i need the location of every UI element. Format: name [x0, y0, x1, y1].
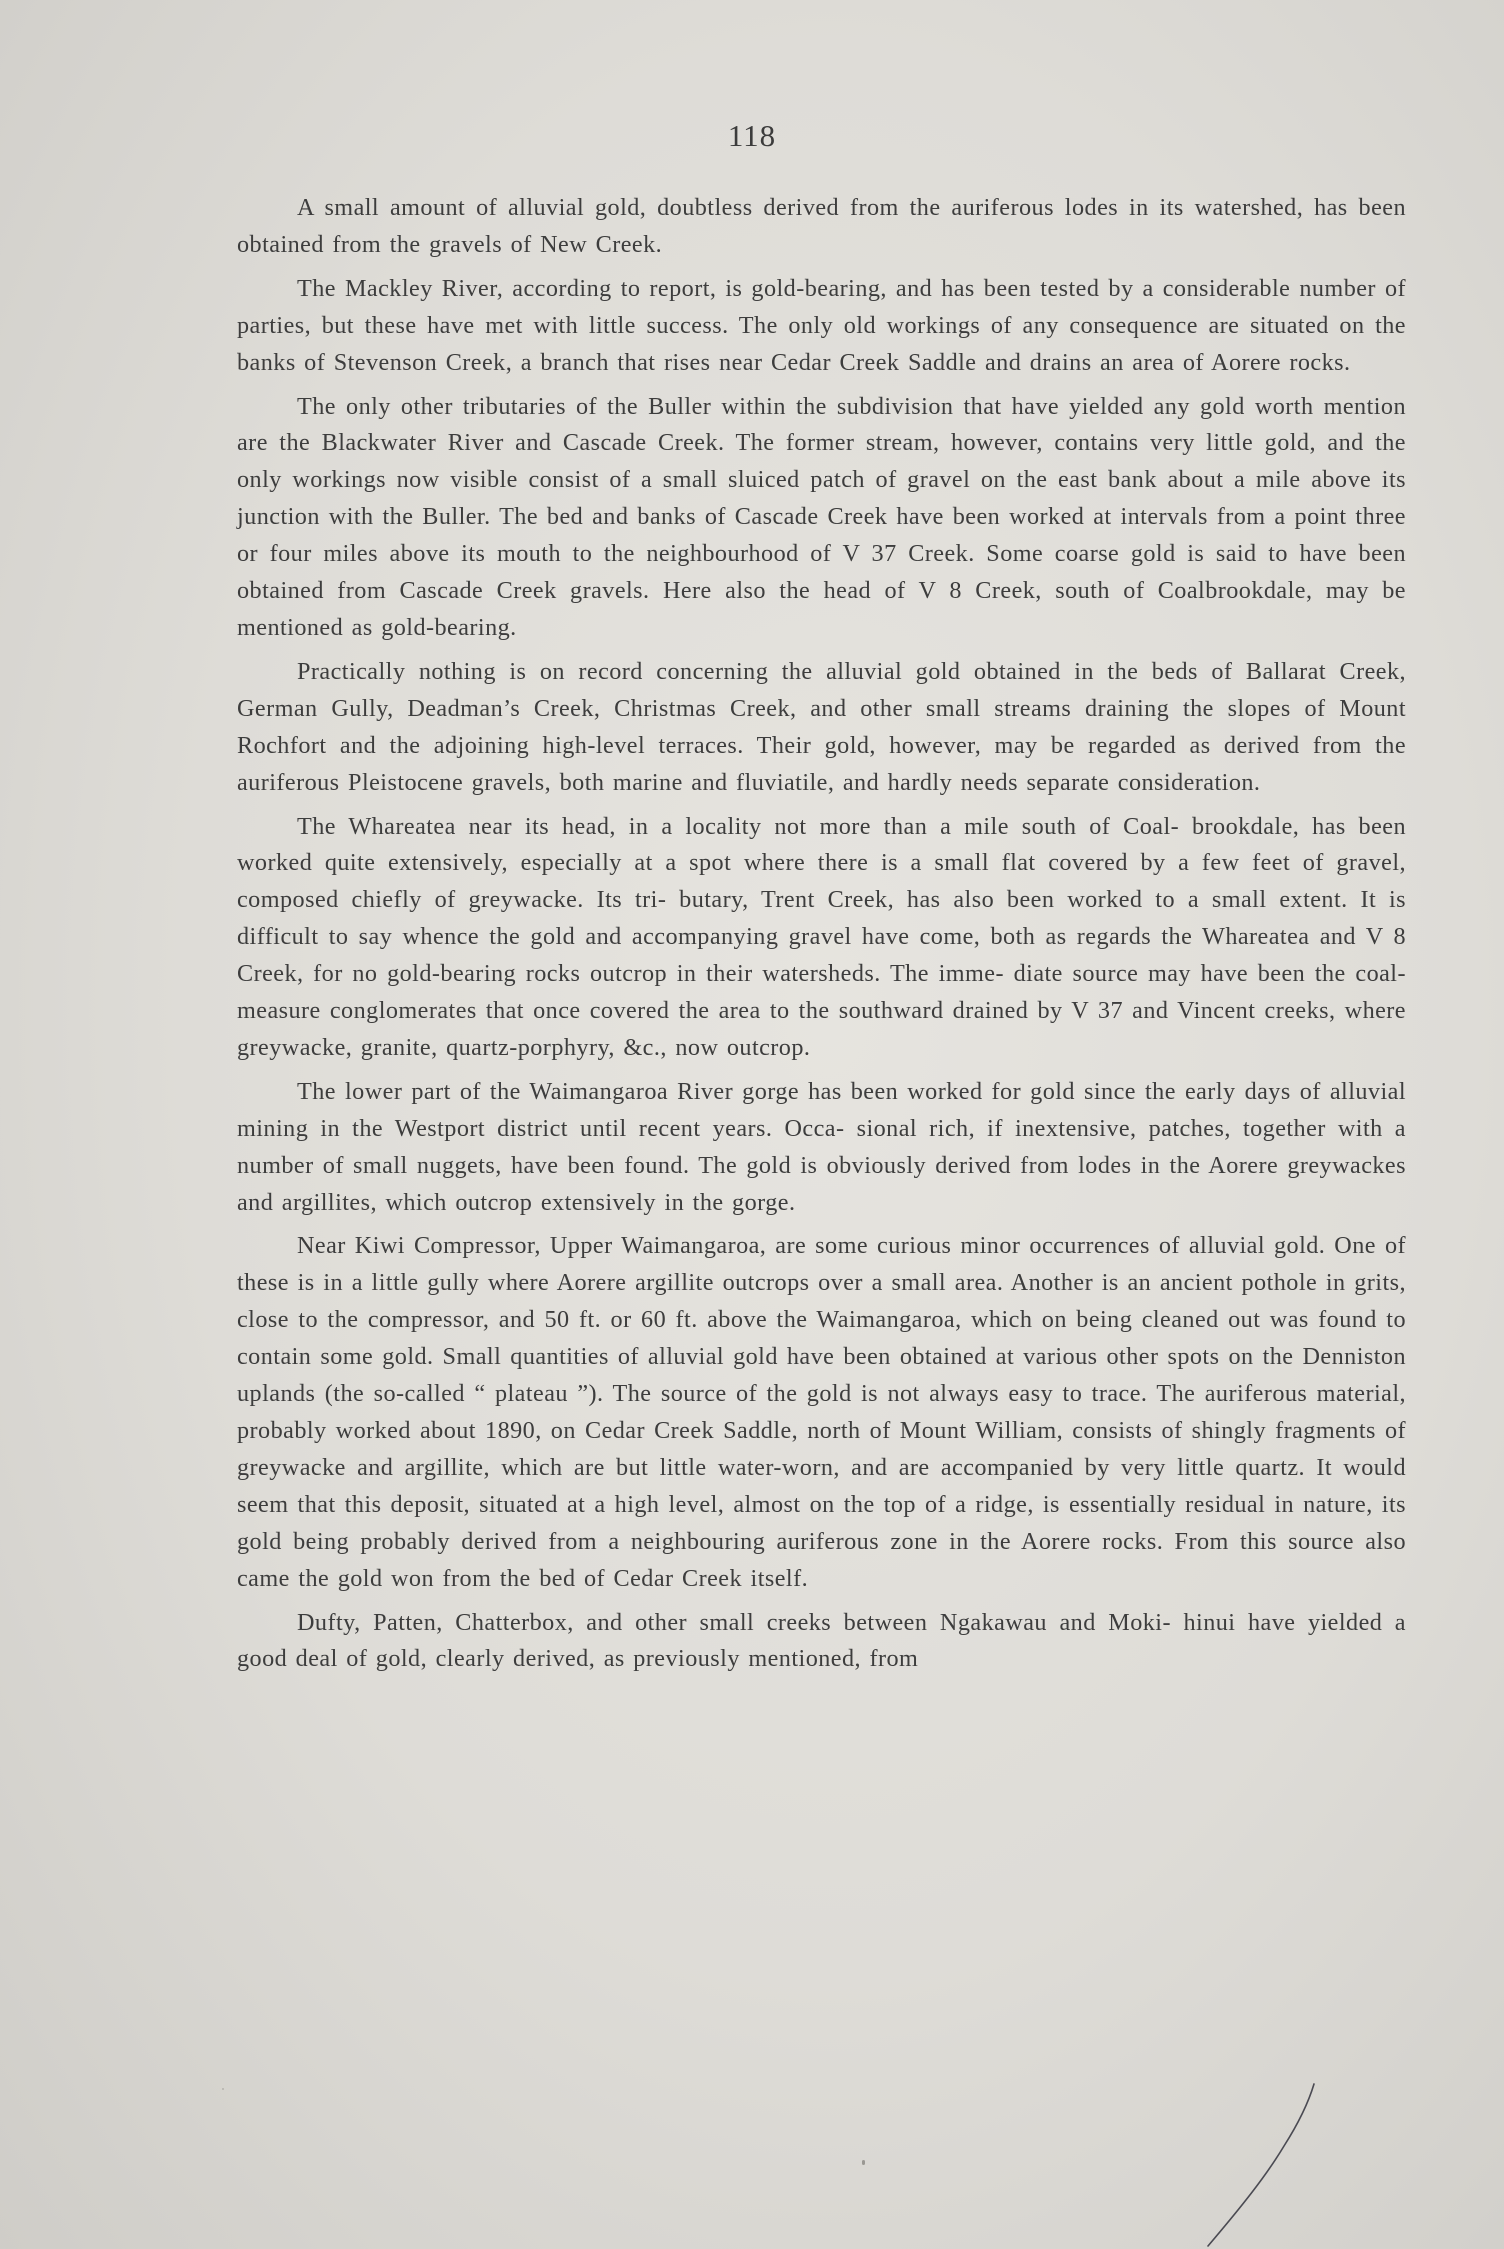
paragraph-dufty-patten: Dufty, Patten, Chatterbox, and other small creeks between Ngakawau and Moki- hinui have yielded a good deal of gold, clearly derived, as previously mentioned, from — [237, 1608, 1406, 1673]
paragraph-waimangaroa-gorge: The lower part of the Waimangaroa River gorge has been worked for gold since the early days of alluvial mining in the Westport district until recent years. Occa- sional rich, if inextensive, patches, together with a number of small nuggets, have been found. The gold is obviously derived from lodes in the Aorere greywackes and argillites, which outcrop extensively in the gorge. — [237, 1077, 1406, 1216]
paragraph-new-creek: A small amount of alluvial gold, doubtless derived from the auriferous lodes in its watershed, has been obtained from the gravels of New Creek. — [237, 194, 1406, 258]
paragraph-mackley-river: The Mackley River, according to report, is gold-bearing, and has been tested by a considerable number of parties, but these have met with little success. The only old workings of any consequence are situated on the banks of Stevenson Creek, a branch that rises near Cedar Creek Saddle and drains an area of Aorere rocks. — [237, 274, 1406, 376]
paragraph-buller-tributaries: The only other tributaries of the Buller within the subdivision that have yielded any gold worth mention are the Blackwater River and Cascade Creek. The former stream, however, contains very little gold, and the only workings now visible consist of a small sluiced patch of gravel on the east bank about a mile above its junction with the Buller. The bed and banks of Cascade Creek have been worked at intervals from a point three or four miles above its mouth to the neighbourhood of V 37 Creek. Some coarse gold is said to have been obtained from Cascade Creek gravels. Here also the head of V 8 Creek, south of Coalbrookdale, may be mentioned as gold-bearing. — [237, 392, 1406, 641]
page-number: 118 — [727, 118, 777, 153]
paragraph-whareatea: The Whareatea near its head, in a locality not more than a mile south of Coal- brookdale, has been worked quite extensively, especially at a spot where there is a small flat covered by a few feet of gravel, composed chiefly of greywacke. Its tri- butary, Trent Creek, has also been worked to a small extent. It is difficult to say whence the gold and accompanying gravel have come, both as regards the Whareatea and V 8 Creek, for no gold-bearing rocks outcrop in their watersheds. The imme- diate source may have been the coal-measure conglomerates that once covered the area to the southward drained by V 37 and Vincent creeks, where greywacke, granite, quartz-porphyry, &c., now outcrop. — [237, 812, 1406, 1061]
paper-speck — [862, 2160, 865, 2165]
pencil-mark — [1180, 2080, 1340, 2249]
paragraph-ballarat-creek: Practically nothing is on record concerning the alluvial gold obtained in the beds of Ballarat Creek, German Gully, Deadman’s Creek, Christmas Creek, and other small streams draining the slopes of Mount Rochfort and the adjoining high-level terraces. Their gold, however, may be regarded as derived from the auriferous Pleistocene gravels, both marine and fluviatile, and hardly needs separate consideration. — [237, 657, 1406, 796]
body-text — [237, 190, 1406, 1685]
paper-speck — [222, 2088, 224, 2090]
paragraph-kiwi-compressor: Near Kiwi Compressor, Upper Waimangaroa, are some curious minor occurrences of alluvial gold. One of these is in a little gully where Aorere argillite outcrops over a small area. Another is an ancient pothole in grits, close to the compressor, and 50 ft. or 60 ft. above the Waimangaroa, which on being cleaned out was found to contain some gold. Small quantities of alluvial gold have been obtained at various other spots on the Denniston uplands (the so-called “ plateau ”). The source of the gold is not always easy to trace. The auriferous material, probably worked about 1890, on Cedar Creek Saddle, north of Mount William, consists of shingly fragments of greywacke and argillite, which are but little water-worn, and are accompanied by very little quartz. It would seem that this deposit, situated at a high level, almost on the top of a ridge, is essentially residual in nature, its gold being probably derived from a neighbouring auriferous zone in the Aorere rocks. From this source also came the gold won from the bed of Cedar Creek itself. — [237, 1232, 1406, 1592]
